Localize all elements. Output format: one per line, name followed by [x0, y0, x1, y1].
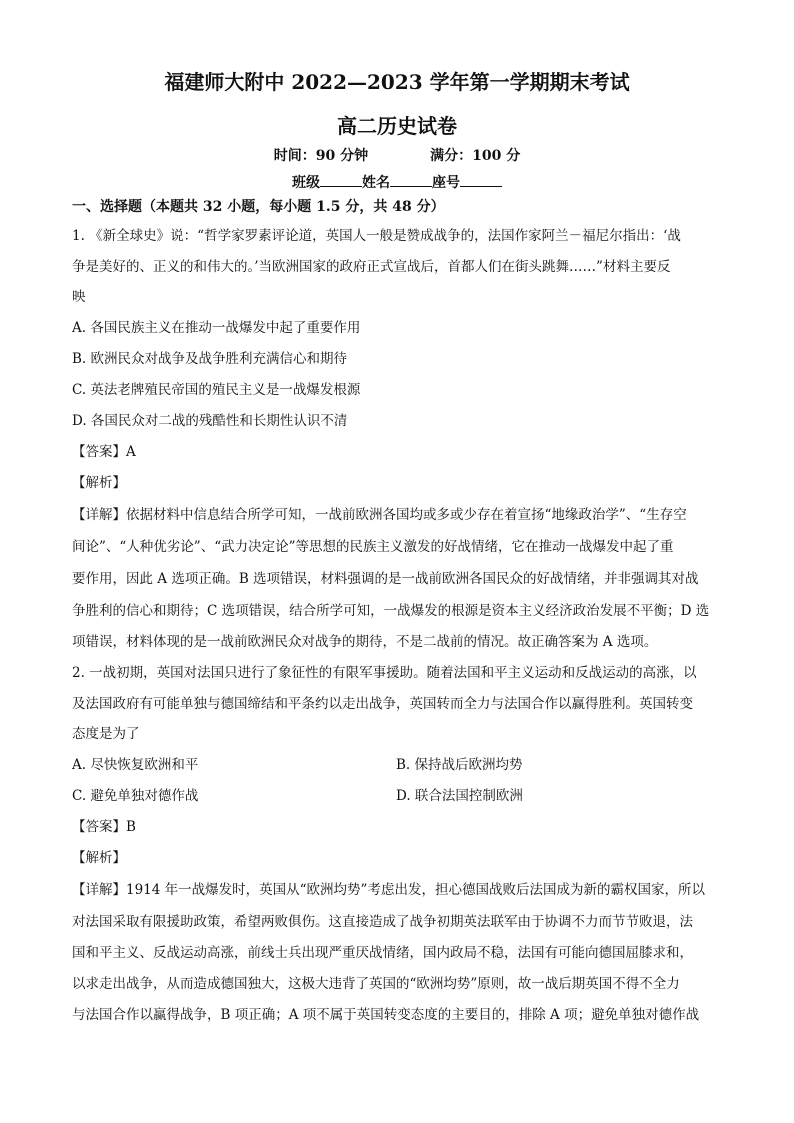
name-blank: [390, 173, 432, 187]
class-blank: [320, 173, 362, 187]
section-title: 一、选择题（本题共 32 小题，每小题 1.5 分，共 48 分）: [72, 199, 445, 215]
q2-detail-line5: 与法国合作以赢得战争，B 项正确；A 项不属于英国转变态度的主要目的，排除 A 项；避免单独对德作战: [72, 1007, 700, 1023]
q2-detail-line4: 以求走出战争，从而造成德国独大，这极大违背了英国的“欧洲均势”原则，故一战后期英国不得不全力: [72, 976, 680, 992]
q1-detail-line1: 【详解】依据材料中信息结合所学可知，一战前欧洲各国均或多或少存在着宣扬“地缘政治学”、“生存空: [72, 507, 687, 523]
q1-option-c: C. 英法老牌殖民帝国的殖民主义是一战爆发根源: [72, 382, 361, 398]
q2-stem-line1: 2. 一战初期，英国对法国只进行了象征性的有限军事援助。随着法国和平主义运动和反战运动的高涨，以: [72, 665, 697, 681]
q2-detail-line2: 对法国采取有限援助政策，希望两败俱伤。这直接造成了战争初期英法联军由于协调不力而节节败退，法: [72, 914, 693, 930]
q1-analysis-label: 【解析】: [72, 475, 126, 491]
exam-subtitle: 高二历史试卷: [337, 114, 457, 138]
q1-answer: 【答案】A: [72, 444, 136, 460]
class-label: 班级: [292, 175, 320, 191]
q1-option-b: B. 欧洲民众对战争及战争胜利充满信心和期待: [72, 351, 348, 367]
q1-stem-line1: 1. 《新全球史》说：“哲学家罗素评论道，英国人一般是赞成战争的，法国作家阿兰－福尼尔指出：‘战: [72, 228, 681, 244]
exam-full-score: 满分：100 分: [430, 148, 521, 164]
exam-meta-time-score: [0, 145, 794, 165]
q2-option-d: D. 联合法国控制欧洲: [396, 788, 523, 804]
seat-label: 座号: [432, 175, 460, 191]
q2-option-c: C. 避免单独对德作战: [72, 788, 199, 804]
q2-stem-line2: 及法国政府有可能单独与德国缔结和平条约以走出战争，英国转而全力与法国合作以赢得胜利。英国转变: [72, 696, 693, 712]
q1-option-d: D. 各国民众对二战的残酷性和长期性认识不清: [72, 413, 348, 429]
q2-option-a: A. 尽快恢复欧洲和平: [72, 757, 199, 773]
q1-detail-line2: 间论”、“人种优劣论”、“武力决定论”等思想的民族主义激发的好战情绪，它在推动一战爆发中起了重: [72, 539, 674, 555]
q2-analysis-label: 【解析】: [72, 850, 126, 866]
exam-title: 福建师大附中 2022—2023 学年第一学期期末考试: [164, 70, 630, 94]
name-label: 姓名: [362, 175, 390, 191]
q1-stem-line2: 争是美好的、正义的和伟大的。’当欧洲国家的政府正式宣战后，首都人们在街头跳舞……”材料主要反: [72, 259, 671, 275]
seat-blank: [460, 173, 502, 187]
q2-detail-line3: 国和平主义、反战运动高涨，前线士兵出现严重厌战情绪，国内政局不稳，法国有可能向德国屈膝求和，: [72, 945, 693, 961]
q2-stem-line3: 态度是为了: [72, 726, 140, 742]
q1-detail-line3: 要作用，因此 A 选项正确。B 选项错误，材料强调的是一战前欧洲各国民众的好战情绪，并非强调其对战: [72, 571, 699, 587]
q2-answer: 【答案】B: [72, 819, 136, 835]
q1-option-a: A. 各国民族主义在推动一战爆发中起了重要作用: [72, 320, 361, 336]
q1-stem-line3: 映: [72, 289, 86, 305]
q2-option-b: B. 保持战后欧洲均势: [396, 757, 523, 773]
exam-time: 时间：90 分钟: [273, 148, 369, 164]
q1-detail-line5: 项错误，材料体现的是一战前欧洲民众对战争的期待，不是二战前的情况。故正确答案为 A 选项。: [72, 634, 658, 650]
q2-detail-line1: 【详解】1914 年一战爆发时，英国从“欧洲均势”考虑出发，担心德国战败后法国成为新的霸权国家，所以: [72, 882, 705, 898]
q1-detail-line4: 争胜利的信心和期待；C 选项错误，结合所学可知，一战爆发的根源是资本主义经济政治发展不平衡；D 选: [72, 603, 710, 619]
student-info-line: [0, 172, 794, 192]
